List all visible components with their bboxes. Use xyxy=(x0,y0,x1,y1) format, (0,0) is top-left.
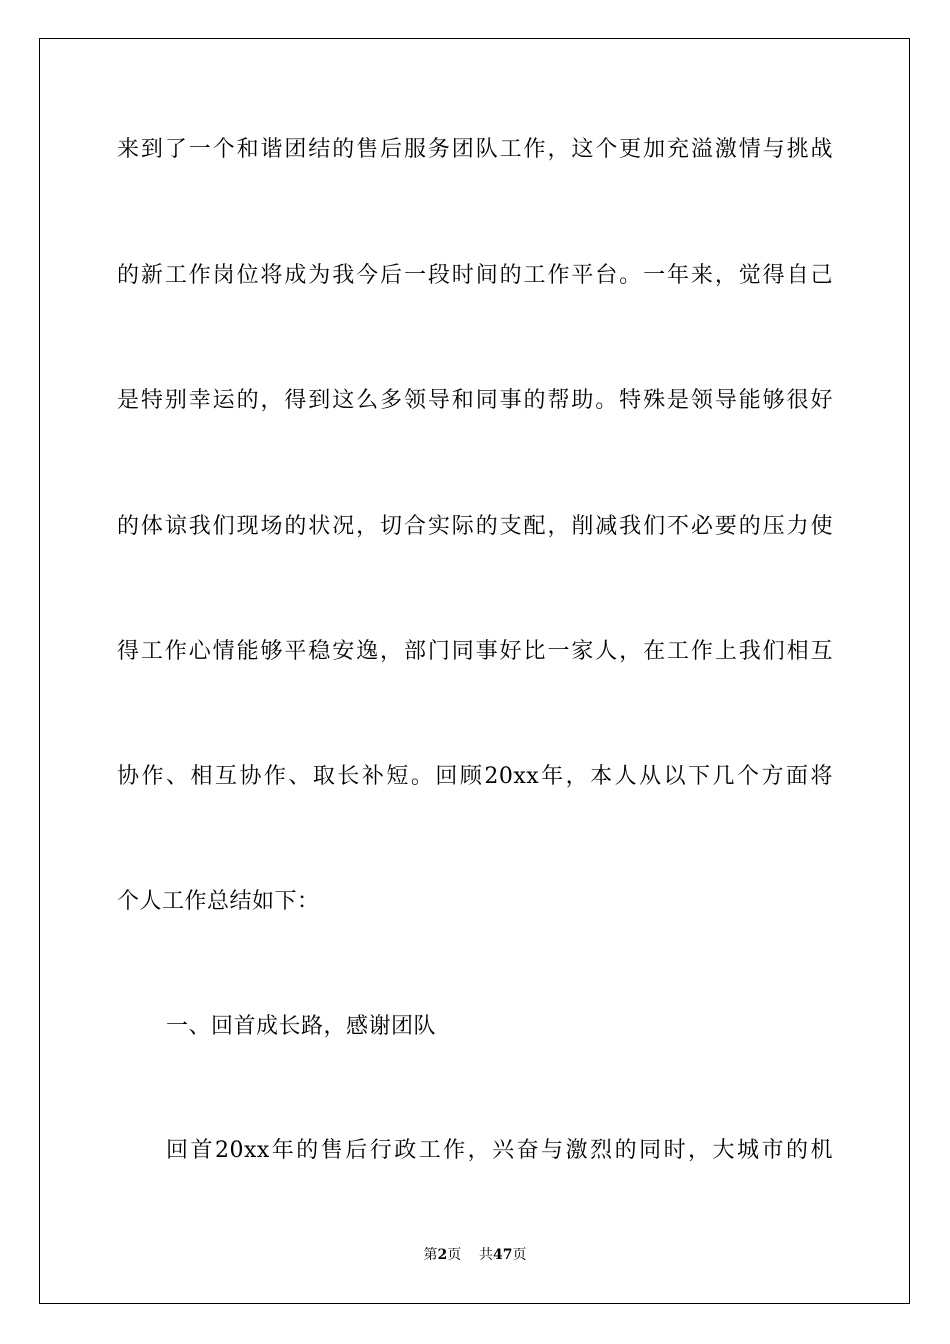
body-line-3: 是特别幸运的，得到这么多领导和同事的帮助。特殊是领导能够很好 xyxy=(117,388,833,413)
body-line-7: 个人工作总结如下： xyxy=(117,889,320,914)
paragraph-2-line-1: 回首20xx年的售后行政工作，兴奋与激烈的同时，大城市的机 xyxy=(166,1138,833,1163)
page-footer xyxy=(0,1245,950,1265)
total-pages: 47 xyxy=(493,1247,513,1263)
body-line-1: 来到了一个和谐团结的售后服务团队工作，这个更加充溢激情与挑战 xyxy=(117,137,833,162)
page-border xyxy=(39,38,910,1304)
section-heading: 一、回首成长路，感谢团队 xyxy=(166,1014,437,1039)
body-line-4: 的体谅我们现场的状况，切合实际的支配，削减我们不必要的压力使 xyxy=(117,514,833,539)
total-prefix: 共 xyxy=(479,1247,494,1263)
page-suffix: 页 xyxy=(447,1247,462,1263)
body-line-2: 的新工作岗位将成为我今后一段时间的工作平台。一年来，觉得自己 xyxy=(117,263,833,288)
total-suffix: 页 xyxy=(512,1247,527,1263)
page-prefix: 第 xyxy=(423,1247,438,1263)
body-line-5: 得工作心情能够平稳安逸，部门同事好比一家人，在工作上我们相互 xyxy=(117,639,833,664)
page-number: 2 xyxy=(437,1247,448,1263)
body-line-6: 协作、相互协作、取长补短。回顾20xx年，本人从以下几个方面将 xyxy=(117,764,833,789)
